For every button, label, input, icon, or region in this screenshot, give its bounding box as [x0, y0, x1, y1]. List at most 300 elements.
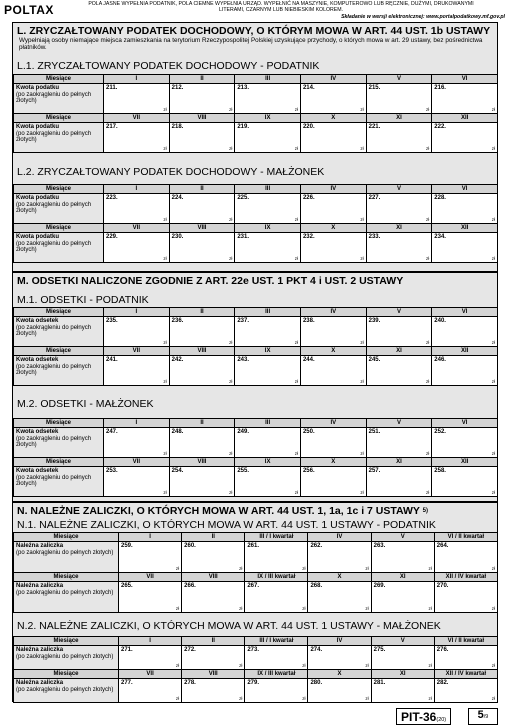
month-column-header: VII — [119, 670, 182, 679]
row-label — [14, 467, 104, 497]
month-column-header: I — [104, 308, 170, 317]
amount-input-field[interactable] — [366, 84, 432, 114]
amount-input-field[interactable] — [235, 123, 301, 153]
field-number: 219. — [237, 124, 249, 130]
row-label — [14, 679, 119, 703]
currency-unit: zł — [365, 663, 369, 668]
row-label — [14, 84, 104, 114]
currency-unit: zł — [229, 490, 233, 495]
currency-unit: zł — [491, 566, 495, 571]
currency-unit: zł — [175, 566, 180, 571]
field-number: 250. — [302, 429, 315, 435]
amount-input-field[interactable] — [182, 646, 245, 670]
amount-input-field[interactable] — [300, 84, 366, 114]
months-header-label: Miesiące — [14, 185, 104, 194]
row-label-title: Kwota odsetek — [16, 429, 59, 435]
month-column-header: II — [169, 419, 235, 428]
month-column-header: VII — [104, 224, 170, 233]
amount-input-field[interactable] — [432, 194, 498, 224]
month-column-header: XII — [432, 347, 498, 356]
amount-input-field[interactable] — [104, 84, 170, 114]
month-column-header: VI — [432, 308, 498, 317]
amount-input-field[interactable] — [104, 428, 170, 458]
field-number: 263. — [373, 543, 386, 549]
month-column-header: I — [104, 75, 170, 84]
section-l1-title: L.1. ZRYCZAŁTOWANY PODATEK DOCHODOWY - PODATNIK — [17, 60, 320, 72]
currency-unit: zł — [491, 696, 495, 701]
currency-unit: zł — [302, 663, 306, 668]
month-column-header: III — [235, 308, 301, 317]
monthly-amount-grid — [13, 74, 498, 153]
field-number: 225. — [237, 195, 249, 201]
page-number: 5/9 — [468, 708, 498, 725]
page-footer — [0, 705, 510, 727]
section-l-description: Wypełniają osoby niemające miejsca zamieszkania na terytorium Rzeczypospolitej Polskiej uzyskujące przychody, o których mowa w art. 29 ustawy, bez pośrednictwa płatników. — [19, 37, 483, 51]
amount-input-field[interactable] — [245, 679, 308, 703]
row-label — [14, 123, 104, 153]
amount-input-field[interactable] — [169, 233, 235, 263]
month-column-header: XII — [432, 458, 498, 467]
amount-input-field[interactable] — [432, 123, 498, 153]
month-column-header: VI — [432, 75, 498, 84]
amount-input-field[interactable] — [366, 194, 432, 224]
month-column-header: I — [119, 637, 182, 646]
currency-unit: zł — [428, 566, 432, 571]
field-number: 232. — [302, 234, 315, 240]
row-label-note: (po zaokrągleniu do pełnych złotych) — [16, 435, 92, 449]
month-column-header: VII — [104, 114, 170, 123]
amount-input-field[interactable] — [119, 646, 182, 670]
month-column-header: IV — [300, 75, 366, 84]
month-column-header: XI — [371, 670, 434, 679]
currency-unit: zł — [302, 696, 306, 701]
month-column-header: IX — [235, 224, 301, 233]
month-column-header: VII — [104, 458, 170, 467]
field-number: 266. — [184, 583, 196, 589]
amount-input-field[interactable] — [169, 194, 235, 224]
month-column-header: II — [169, 308, 235, 317]
month-column-header: VII — [119, 573, 182, 582]
currency-unit: zł — [426, 451, 430, 456]
row-label — [14, 542, 119, 573]
field-number: 241. — [106, 357, 118, 363]
currency-unit: zł — [360, 146, 364, 151]
row-label-title: Kwota odsetek — [16, 468, 59, 474]
amount-input-field[interactable] — [432, 317, 498, 347]
section-n2-title: N.2. NALEŻNE ZALICZKI, O KTÓRYCH MOWA W ART. 44 UST. 1 USTAWY - MAŁŻONEK — [17, 620, 441, 632]
currency-unit: zł — [163, 379, 167, 384]
amount-input-field[interactable] — [300, 356, 366, 386]
field-number: 238. — [302, 318, 315, 324]
month-column-header: X — [300, 114, 366, 123]
month-column-header: VII — [104, 347, 170, 356]
field-number: 223. — [106, 195, 118, 201]
currency-unit: zł — [163, 256, 167, 261]
amount-input-field[interactable] — [371, 582, 434, 613]
currency-unit: zł — [294, 340, 298, 345]
month-column-header: V — [366, 75, 432, 84]
fill-instructions: POLA JASNE WYPEŁNIA PODATNIK, POLA CIEMNE WYPEŁNIA URZĄD. WYPEŁNIĆ NA MASZYNIE, KOMPUTEROWO LUB RĘCZNIE, DUŻYMI, DRUKOWANYMI LITERAMI, CZARNYM LUB NIEBIESKIM KOLOREM. — [88, 1, 474, 14]
field-number: 213. — [237, 85, 249, 91]
currency-unit: zł — [175, 663, 180, 668]
currency-unit: zł — [491, 146, 495, 151]
field-number: 240. — [434, 318, 446, 324]
currency-unit: zł — [294, 146, 298, 151]
month-column-header: I — [119, 533, 182, 542]
amount-input-field[interactable] — [169, 428, 235, 458]
field-number: 237. — [237, 318, 249, 324]
month-column-header: VI — [432, 419, 498, 428]
online-submission-note: Składanie w wersji elektronicznej: www.portalpodatkowy.mf.gov.pl — [341, 14, 505, 20]
amount-input-field[interactable] — [169, 356, 235, 386]
row-label-note: (po zaokrągleniu do pełnych złotych) — [16, 240, 92, 254]
field-number: 220. — [302, 124, 315, 130]
amount-input-field[interactable] — [119, 582, 182, 613]
field-number: 239. — [368, 318, 381, 324]
field-number: 229. — [106, 234, 118, 240]
currency-unit: zł — [426, 256, 430, 261]
month-column-header: III — [235, 185, 301, 194]
row-label-note: (po zaokrągleniu do pełnych złotych) — [16, 474, 92, 488]
monthly-amount-grid — [13, 418, 498, 497]
field-number: 236. — [171, 318, 184, 324]
row-label-title: Kwota podatku — [16, 195, 59, 201]
field-number: 273. — [247, 647, 259, 653]
month-column-header: XII — [432, 224, 498, 233]
field-number: 247. — [106, 429, 118, 435]
month-column-header: VIII — [169, 114, 235, 123]
month-column-header: V — [366, 419, 432, 428]
amount-input-field[interactable] — [371, 679, 434, 703]
months-header-label: Miesiące — [14, 533, 119, 542]
field-number: 246. — [434, 357, 446, 363]
field-number: 279. — [247, 680, 259, 686]
month-column-header: I — [104, 185, 170, 194]
amount-input-field[interactable] — [366, 356, 432, 386]
field-number: 242. — [171, 357, 184, 363]
amount-input-field[interactable] — [308, 679, 371, 703]
row-label-title: Kwota odsetek — [16, 357, 59, 363]
field-number: 268. — [310, 583, 323, 589]
amount-input-field[interactable] — [245, 582, 308, 613]
currency-unit: zł — [302, 606, 306, 611]
amount-input-field[interactable] — [366, 467, 432, 497]
amount-input-field[interactable] — [308, 646, 371, 670]
currency-unit: zł — [360, 217, 364, 222]
currency-unit: zł — [239, 696, 243, 701]
amount-input-field[interactable] — [300, 233, 366, 263]
amount-input-field[interactable] — [308, 582, 371, 613]
month-column-header: IX — [235, 458, 301, 467]
page-header — [0, 0, 510, 22]
currency-unit: zł — [365, 566, 369, 571]
amount-input-field[interactable] — [104, 233, 170, 263]
row-label — [14, 428, 104, 458]
row-label — [14, 194, 104, 224]
month-column-header: XI — [366, 114, 432, 123]
field-number: 259. — [121, 543, 133, 549]
field-number: 265. — [121, 583, 133, 589]
row-label-note: (po zaokrągleniu do pełnych złotych) — [16, 363, 92, 377]
month-column-header: IX — [235, 114, 301, 123]
currency-unit: zł — [491, 256, 495, 261]
month-column-header: XI — [366, 458, 432, 467]
field-number: 274. — [310, 647, 323, 653]
month-column-header: IV — [300, 308, 366, 317]
amount-input-field[interactable] — [235, 194, 301, 224]
amount-input-field[interactable] — [169, 317, 235, 347]
currency-unit: zł — [294, 451, 298, 456]
currency-unit: zł — [229, 256, 233, 261]
row-label-note: (po zaokrągleniu do pełnych złotych) — [16, 589, 114, 596]
row-label-title: Należna zaliczka — [16, 647, 64, 653]
row-label-title: Należna zaliczka — [16, 583, 64, 589]
currency-unit: zł — [175, 606, 180, 611]
currency-unit: zł — [426, 217, 430, 222]
amount-input-field[interactable] — [169, 123, 235, 153]
amount-input-field[interactable] — [182, 679, 245, 703]
month-column-header: X — [308, 670, 371, 679]
amount-input-field[interactable] — [104, 356, 170, 386]
month-column-header: VIII — [169, 458, 235, 467]
monthly-amount-grid — [13, 636, 498, 703]
field-number: 243. — [237, 357, 249, 363]
row-label-note: (po zaokrągleniu do pełnych złotych) — [16, 324, 92, 338]
field-number: 211. — [106, 85, 118, 91]
field-number: 218. — [171, 124, 184, 130]
amount-input-field[interactable] — [308, 542, 371, 573]
form-body — [12, 22, 498, 702]
currency-unit: zł — [360, 107, 364, 112]
amount-input-field[interactable] — [104, 123, 170, 153]
month-column-header: II — [182, 533, 245, 542]
row-label — [14, 233, 104, 263]
month-column-header: I — [104, 419, 170, 428]
row-label-title: Kwota podatku — [16, 85, 59, 91]
section-l2-title: L.2. ZRYCZAŁTOWANY PODATEK DOCHODOWY - MAŁŻONEK — [17, 166, 325, 178]
field-number: 215. — [368, 85, 381, 91]
month-column-header: II — [169, 75, 235, 84]
month-column-header: IV — [308, 533, 371, 542]
field-number: 277. — [121, 680, 133, 686]
field-number: 216. — [434, 85, 446, 91]
amount-input-field[interactable] — [300, 467, 366, 497]
row-label-title: Należna zaliczka — [16, 543, 64, 549]
currency-unit: zł — [491, 490, 495, 495]
currency-unit: zł — [294, 490, 298, 495]
currency-unit: zł — [360, 451, 364, 456]
amount-input-field[interactable] — [235, 356, 301, 386]
month-column-header: V — [371, 533, 434, 542]
currency-unit: zł — [229, 451, 233, 456]
amount-input-field[interactable] — [182, 582, 245, 613]
amount-input-field[interactable] — [245, 646, 308, 670]
amount-input-field[interactable] — [300, 428, 366, 458]
row-label-title: Kwota odsetek — [16, 318, 59, 324]
amount-input-field[interactable] — [432, 233, 498, 263]
amount-input-field[interactable] — [104, 194, 170, 224]
month-column-header: VIII — [169, 224, 235, 233]
row-label — [14, 582, 119, 613]
amount-input-field[interactable] — [432, 84, 498, 114]
field-number: 261. — [247, 543, 259, 549]
currency-unit: zł — [229, 107, 233, 112]
field-number: 282. — [436, 680, 449, 686]
currency-unit: zł — [294, 256, 298, 261]
row-label-title: Należna zaliczka — [16, 680, 64, 686]
row-label-note: (po zaokrągleniu do pełnych złotych) — [16, 549, 114, 556]
month-column-header: VI — [432, 185, 498, 194]
currency-unit: zł — [428, 696, 432, 701]
amount-input-field[interactable] — [300, 123, 366, 153]
field-number: 270. — [436, 583, 449, 589]
amount-input-field[interactable] — [169, 84, 235, 114]
row-label — [14, 356, 104, 386]
field-number: 244. — [302, 357, 315, 363]
month-column-header: V — [366, 185, 432, 194]
field-number: 233. — [368, 234, 381, 240]
month-column-header: IX / III kwartał — [245, 573, 308, 582]
currency-unit: zł — [163, 217, 167, 222]
field-number: 222. — [434, 124, 446, 130]
month-column-header: X — [308, 573, 371, 582]
month-column-header: VI / II kwartał — [434, 533, 497, 542]
field-number: 224. — [171, 195, 184, 201]
month-column-header: II — [169, 185, 235, 194]
field-number: 230. — [171, 234, 184, 240]
amount-input-field[interactable] — [366, 233, 432, 263]
currency-unit: zł — [491, 451, 495, 456]
section-l-title: L. ZRYCZAŁTOWANY PODATEK DOCHODOWY, O KTÓRYM MOWA W ART. 44 UST. 1b USTAWY — [17, 25, 491, 37]
amount-input-field[interactable] — [432, 356, 498, 386]
month-column-header: III / I kwartał — [245, 533, 308, 542]
field-number: 260. — [184, 543, 196, 549]
amount-input-field[interactable] — [366, 428, 432, 458]
field-number: 255. — [237, 468, 249, 474]
month-column-header: VI / II kwartał — [434, 637, 497, 646]
currency-unit: zł — [426, 146, 430, 151]
currency-unit: zł — [175, 696, 180, 701]
field-number: 252. — [434, 429, 446, 435]
amount-input-field[interactable] — [434, 582, 497, 613]
amount-input-field[interactable] — [371, 646, 434, 670]
currency-unit: zł — [229, 217, 233, 222]
row-label-note: (po zaokrągleniu do pełnych złotych) — [16, 201, 92, 215]
currency-unit: zł — [428, 663, 432, 668]
amount-input-field[interactable] — [169, 467, 235, 497]
months-header-label: Miesiące — [14, 347, 104, 356]
currency-unit: zł — [428, 606, 432, 611]
amount-input-field[interactable] — [434, 646, 497, 670]
row-label — [14, 317, 104, 347]
field-number: 275. — [373, 647, 386, 653]
currency-unit: zł — [360, 256, 364, 261]
field-number: 280. — [310, 680, 323, 686]
amount-input-field[interactable] — [235, 84, 301, 114]
field-number: 249. — [237, 429, 249, 435]
month-column-header: XII — [432, 114, 498, 123]
row-label-title: Kwota podatku — [16, 124, 59, 130]
currency-unit: zł — [426, 490, 430, 495]
field-number: 257. — [368, 468, 381, 474]
section-divider — [13, 501, 497, 503]
months-header-label: Miesiące — [14, 637, 119, 646]
currency-unit: zł — [239, 663, 243, 668]
month-column-header: VIII — [182, 573, 245, 582]
monthly-amount-grid — [13, 307, 498, 386]
month-column-header: X — [300, 224, 366, 233]
footnote-ref: 5) — [422, 508, 429, 514]
months-header-label: Miesiące — [14, 308, 104, 317]
currency-unit: zł — [229, 146, 233, 151]
currency-unit: zł — [491, 107, 495, 112]
months-header-label: Miesiące — [14, 670, 119, 679]
month-column-header: III — [235, 419, 301, 428]
currency-unit: zł — [229, 379, 233, 384]
amount-input-field[interactable] — [432, 428, 498, 458]
monthly-amount-grid — [13, 532, 498, 613]
amount-input-field[interactable] — [366, 123, 432, 153]
amount-input-field[interactable] — [235, 317, 301, 347]
currency-unit: zł — [163, 490, 167, 495]
section-m1-title: M.1. ODSETKI - PODATNIK — [17, 294, 149, 306]
month-column-header: IX — [235, 347, 301, 356]
currency-unit: zł — [365, 606, 369, 611]
section-m-title: M. ODSETKI NALICZONE ZGODNIE Z ART. 22e UST. 1 PKT 4 i UST. 2 USTAWY — [17, 275, 404, 287]
field-number: 248. — [171, 429, 184, 435]
monthly-amount-grid — [13, 184, 498, 263]
row-label-note: (po zaokrągleniu do pełnych złotych) — [16, 686, 114, 693]
amount-input-field[interactable] — [300, 317, 366, 347]
amount-input-field[interactable] — [119, 679, 182, 703]
amount-input-field[interactable] — [434, 542, 497, 573]
currency-unit: zł — [365, 696, 369, 701]
amount-input-field[interactable] — [432, 467, 498, 497]
amount-input-field[interactable] — [300, 194, 366, 224]
month-column-header: X — [300, 347, 366, 356]
currency-unit: zł — [426, 379, 430, 384]
field-number: 234. — [434, 234, 446, 240]
currency-unit: zł — [163, 451, 167, 456]
currency-unit: zł — [294, 217, 298, 222]
amount-input-field[interactable] — [366, 317, 432, 347]
amount-input-field[interactable] — [182, 542, 245, 573]
months-header-label: Miesiące — [14, 114, 104, 123]
field-number: 217. — [106, 124, 118, 130]
month-column-header: XI — [366, 224, 432, 233]
section-m2-title: M.2. ODSETKI - MAŁŻONEK — [17, 398, 154, 410]
row-label-note: (po zaokrągleniu do pełnych złotych) — [16, 91, 92, 105]
amount-input-field[interactable] — [434, 679, 497, 703]
amount-input-field[interactable] — [371, 542, 434, 573]
amount-input-field[interactable] — [104, 317, 170, 347]
row-label-note: (po zaokrągleniu do pełnych złotych) — [16, 653, 114, 660]
month-column-header: V — [371, 637, 434, 646]
field-number: 254. — [171, 468, 184, 474]
field-number: 256. — [302, 468, 315, 474]
amount-input-field[interactable] — [235, 467, 301, 497]
section-n-title: N. NALEŻNE ZALICZKI, O KTÓRYCH MOWA W ART. 44 UST. 1, 1a, 1c i 7 USTAWY $^{5)}$ — [17, 505, 429, 517]
month-column-header: X — [300, 458, 366, 467]
amount-input-field[interactable] — [235, 428, 301, 458]
months-header-label: Miesiące — [14, 419, 104, 428]
amount-input-field[interactable] — [119, 542, 182, 573]
field-number: 251. — [368, 429, 381, 435]
amount-input-field[interactable] — [235, 233, 301, 263]
amount-input-field[interactable] — [104, 467, 170, 497]
amount-input-field[interactable] — [245, 542, 308, 573]
month-column-header: VIII — [169, 347, 235, 356]
